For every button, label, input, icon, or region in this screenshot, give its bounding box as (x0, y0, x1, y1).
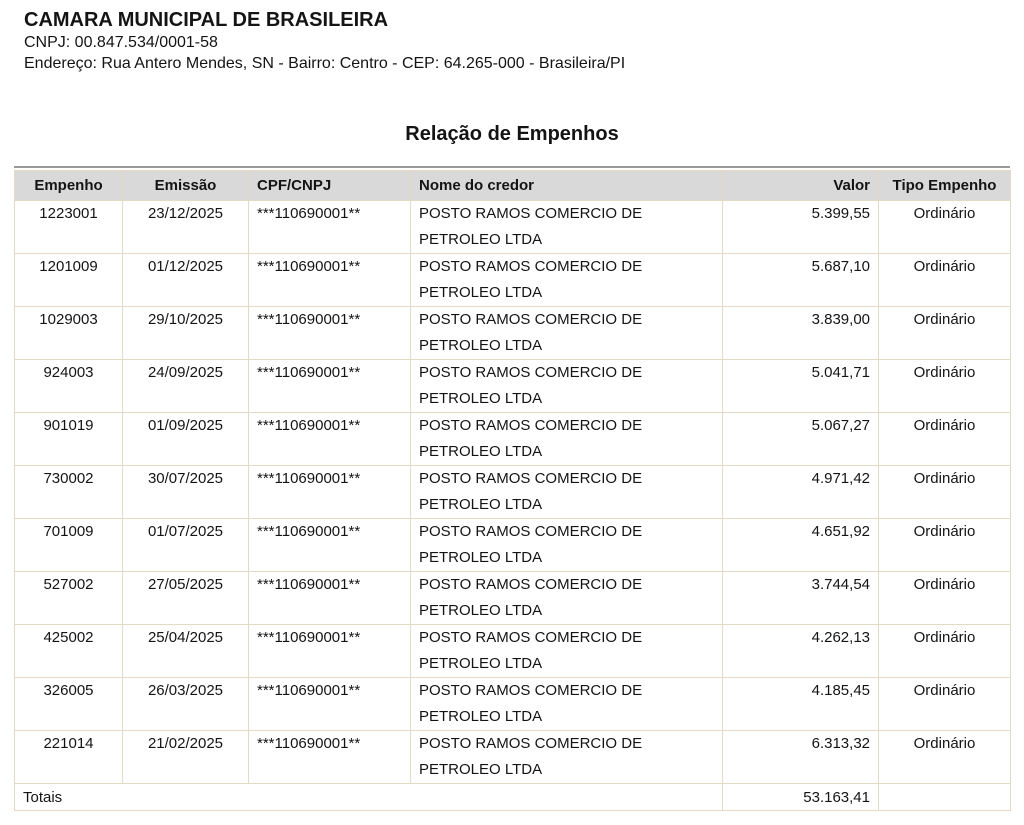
cell-cpf-cnpj: ***110690001** (249, 572, 411, 625)
credor-line-2: PETROLEO LTDA (419, 231, 543, 248)
cell-emissao: 30/07/2025 (123, 466, 249, 519)
table-row (15, 254, 1011, 307)
column-header-cpf-cnpj: CPF/CNPJ (249, 171, 411, 201)
cell-empenho: 221014 (15, 731, 123, 784)
credor-line-1: POSTO RAMOS COMERCIO DE (419, 629, 643, 646)
cell-tipo-empenho: Ordinário (879, 254, 1011, 307)
table-row (15, 678, 1011, 731)
credor-line-1: POSTO RAMOS COMERCIO DE (419, 682, 643, 699)
cell-emissao: 01/09/2025 (123, 413, 249, 466)
credor-line-2: PETROLEO LTDA (419, 443, 543, 460)
cell-empenho: 527002 (15, 572, 123, 625)
cell-cpf-cnpj: ***110690001** (249, 678, 411, 731)
table-row (15, 360, 1011, 413)
credor-line-1: POSTO RAMOS COMERCIO DE (419, 417, 643, 434)
table-header-row (15, 171, 1011, 201)
cell-emissao: 26/03/2025 (123, 678, 249, 731)
cell-cpf-cnpj: ***110690001** (249, 466, 411, 519)
cell-emissao: 23/12/2025 (123, 201, 249, 254)
org-address: Endereço: Rua Antero Mendes, SN - Bairro: Centro - CEP: 64.265-000 - Brasileira/PI (24, 55, 626, 72)
cell-nome-credor (411, 201, 723, 254)
cell-cpf-cnpj: ***110690001** (249, 307, 411, 360)
credor-line-1: POSTO RAMOS COMERCIO DE (419, 576, 643, 593)
totals-empty-cell (879, 784, 1011, 811)
cell-empenho: 730002 (15, 466, 123, 519)
credor-line-1: POSTO RAMOS COMERCIO DE (419, 205, 643, 222)
empenhos-table-wrap (14, 166, 1010, 811)
cell-valor: 5.399,55 (723, 201, 879, 254)
cell-emissao: 01/07/2025 (123, 519, 249, 572)
column-header-empenho: Empenho (15, 171, 123, 201)
cell-cpf-cnpj: ***110690001** (249, 413, 411, 466)
cell-valor: 4.971,42 (723, 466, 879, 519)
column-header-valor: Valor (723, 171, 879, 201)
cell-cpf-cnpj: ***110690001** (249, 254, 411, 307)
cell-empenho: 1223001 (15, 201, 123, 254)
cell-nome-credor (411, 731, 723, 784)
cell-valor: 4.185,45 (723, 678, 879, 731)
table-row (15, 731, 1011, 784)
cell-tipo-empenho: Ordinário (879, 307, 1011, 360)
cell-tipo-empenho: Ordinário (879, 201, 1011, 254)
cell-nome-credor (411, 625, 723, 678)
cell-emissao: 21/02/2025 (123, 731, 249, 784)
cell-cpf-cnpj: ***110690001** (249, 625, 411, 678)
cell-tipo-empenho: Ordinário (879, 413, 1011, 466)
totals-label: Totais (15, 784, 723, 811)
table-row (15, 572, 1011, 625)
cell-empenho: 701009 (15, 519, 123, 572)
cell-tipo-empenho: Ordinário (879, 678, 1011, 731)
cell-valor: 4.262,13 (723, 625, 879, 678)
credor-line-1: POSTO RAMOS COMERCIO DE (419, 470, 643, 487)
table-row (15, 466, 1011, 519)
column-header-nome-credor: Nome do credor (411, 171, 723, 201)
table-row (15, 625, 1011, 678)
table-body (15, 201, 1011, 784)
totals-valor: 53.163,41 (723, 784, 879, 811)
cell-tipo-empenho: Ordinário (879, 731, 1011, 784)
cell-nome-credor (411, 360, 723, 413)
totals-row (15, 784, 1011, 811)
cell-tipo-empenho: Ordinário (879, 519, 1011, 572)
cell-nome-credor (411, 519, 723, 572)
cell-nome-credor (411, 678, 723, 731)
cell-empenho: 425002 (15, 625, 123, 678)
credor-line-1: POSTO RAMOS COMERCIO DE (419, 258, 643, 275)
column-header-tipo-empenho: Tipo Empenho (879, 171, 1011, 201)
cell-empenho: 924003 (15, 360, 123, 413)
org-cnpj: CNPJ: 00.847.534/0001-58 (24, 34, 218, 51)
cell-emissao: 27/05/2025 (123, 572, 249, 625)
table-row (15, 519, 1011, 572)
credor-line-2: PETROLEO LTDA (419, 761, 543, 778)
cell-valor: 5.687,10 (723, 254, 879, 307)
cell-valor: 5.067,27 (723, 413, 879, 466)
credor-line-1: POSTO RAMOS COMERCIO DE (419, 364, 643, 381)
cell-valor: 3.839,00 (723, 307, 879, 360)
cell-nome-credor (411, 254, 723, 307)
cell-tipo-empenho: Ordinário (879, 572, 1011, 625)
credor-line-1: POSTO RAMOS COMERCIO DE (419, 735, 643, 752)
cell-nome-credor (411, 572, 723, 625)
cell-emissao: 24/09/2025 (123, 360, 249, 413)
cell-emissao: 29/10/2025 (123, 307, 249, 360)
cell-nome-credor (411, 413, 723, 466)
credor-line-2: PETROLEO LTDA (419, 549, 543, 566)
cell-tipo-empenho: Ordinário (879, 625, 1011, 678)
cell-emissao: 25/04/2025 (123, 625, 249, 678)
cell-cpf-cnpj: ***110690001** (249, 201, 411, 254)
cell-nome-credor (411, 307, 723, 360)
org-name: CAMARA MUNICIPAL DE BRASILEIRA (24, 9, 389, 31)
credor-line-2: PETROLEO LTDA (419, 337, 543, 354)
column-header-emissao: Emissão (123, 171, 249, 201)
empenhos-table (14, 170, 1011, 811)
cell-nome-credor (411, 466, 723, 519)
report-title: Relação de Empenhos (405, 123, 619, 145)
cell-empenho: 901019 (15, 413, 123, 466)
cell-valor: 6.313,32 (723, 731, 879, 784)
credor-line-1: POSTO RAMOS COMERCIO DE (419, 311, 643, 328)
cell-tipo-empenho: Ordinário (879, 466, 1011, 519)
cell-valor: 4.651,92 (723, 519, 879, 572)
cell-cpf-cnpj: ***110690001** (249, 519, 411, 572)
table-row (15, 413, 1011, 466)
table-row (15, 201, 1011, 254)
credor-line-2: PETROLEO LTDA (419, 284, 543, 301)
credor-line-2: PETROLEO LTDA (419, 708, 543, 725)
credor-line-2: PETROLEO LTDA (419, 602, 543, 619)
document-header (0, 0, 1024, 74)
cell-cpf-cnpj: ***110690001** (249, 731, 411, 784)
credor-line-1: POSTO RAMOS COMERCIO DE (419, 523, 643, 540)
cell-cpf-cnpj: ***110690001** (249, 360, 411, 413)
cell-empenho: 326005 (15, 678, 123, 731)
credor-line-2: PETROLEO LTDA (419, 655, 543, 672)
credor-line-2: PETROLEO LTDA (419, 390, 543, 407)
cell-empenho: 1029003 (15, 307, 123, 360)
cell-empenho: 1201009 (15, 254, 123, 307)
table-row (15, 307, 1011, 360)
cell-valor: 5.041,71 (723, 360, 879, 413)
cell-tipo-empenho: Ordinário (879, 360, 1011, 413)
cell-valor: 3.744,54 (723, 572, 879, 625)
credor-line-2: PETROLEO LTDA (419, 496, 543, 513)
cell-emissao: 01/12/2025 (123, 254, 249, 307)
